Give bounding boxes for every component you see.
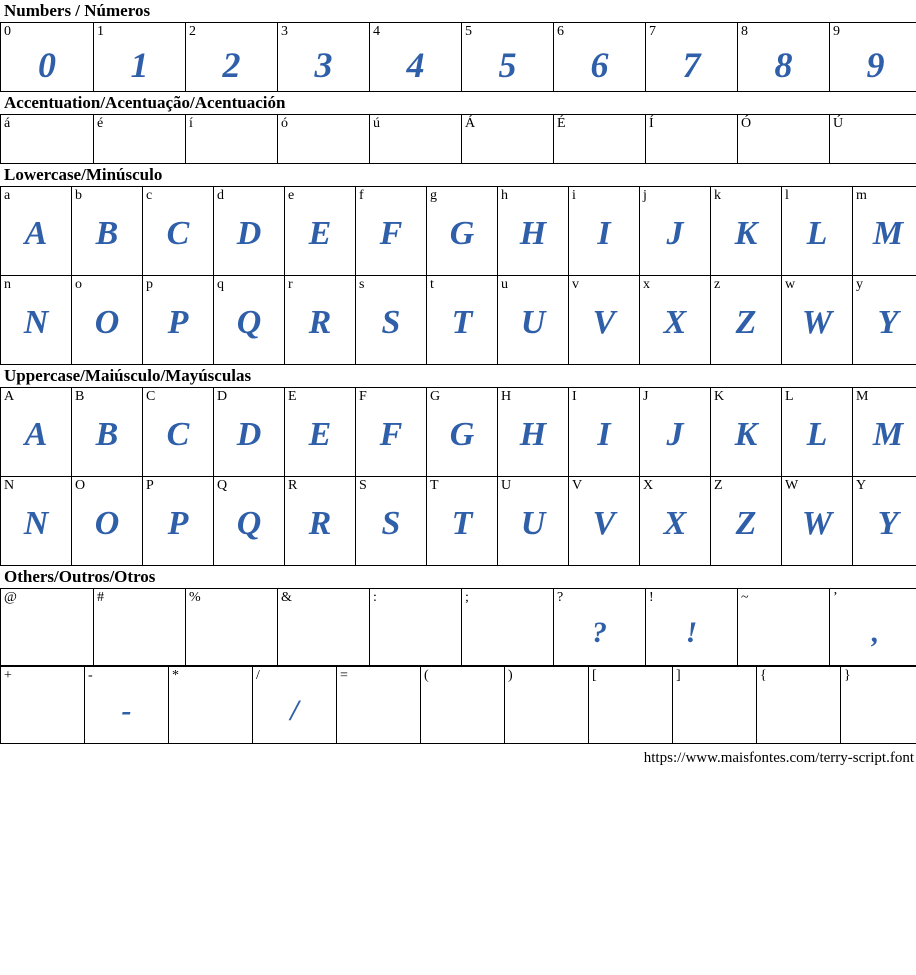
section-title-others: Others/Outros/Otros [4,567,156,586]
others-table-row1 [0,588,916,666]
table-row [1,477,916,566]
glyph-sample: 2 [222,45,241,85]
glyph-sample: S [381,304,401,341]
glyph-sample: S [381,505,401,542]
glyph-label: f [359,188,364,203]
glyph-sample [337,683,420,691]
glyph-label: Ó [741,116,752,131]
glyph-sample: T [451,304,473,341]
glyph-cell [72,388,143,477]
glyph-sample: E [308,215,332,252]
glyph-sample: Q [236,304,262,341]
glyph-sample: Z [735,304,757,341]
glyph-cell [169,667,253,744]
section-title-uppercase: Uppercase/Maiúsculo/Mayúsculas [4,366,252,385]
glyph-cell [186,115,278,164]
glyph-cell [505,667,589,744]
glyph-label: ] [676,668,681,683]
glyph-sample: 7 [682,45,701,85]
glyph-cell [1,187,72,276]
glyph-label: U [501,478,512,493]
glyph-label: W [785,478,799,493]
glyph-label: ’ [833,590,838,605]
glyph-cell [646,23,738,92]
glyph-sample [278,605,369,613]
glyph-cell [285,187,356,276]
glyph-label: Q [217,478,228,493]
accentuation-table [0,114,916,164]
glyph-cell [569,477,640,566]
glyph-cell [462,589,554,666]
glyph-label: / [256,668,260,683]
glyph-label: ú [373,116,380,131]
section-title-accentuation: Accentuation/Acentuação/Acentuación [4,93,286,112]
glyph-label: 7 [649,24,656,39]
glyph-cell [640,276,711,365]
glyph-sample: O [94,505,120,542]
glyph-cell [782,276,853,365]
table-row [1,23,916,92]
glyph-sample [169,683,252,691]
glyph-sample: Y [877,505,899,542]
glyph-sample: K [734,215,758,252]
glyph-cell [72,477,143,566]
glyph-cell [569,276,640,365]
glyph-cell [757,667,841,744]
glyph-label: q [217,277,224,292]
glyph-sample: Z [735,505,757,542]
glyph-label: a [4,188,11,203]
glyph-cell [830,589,916,666]
glyph-cell [427,388,498,477]
glyph-label: N [4,478,15,493]
glyph-sample [1,605,93,613]
glyph-cell [356,477,427,566]
glyph-sample: D [236,416,262,453]
glyph-sample: W [801,304,833,341]
glyph-sample: F [379,215,403,252]
glyph-sample: P [167,505,189,542]
glyph-sample: C [166,416,190,453]
glyph-label: r [288,277,293,292]
glyph-cell [186,23,278,92]
glyph-cell [498,477,569,566]
glyph-cell [143,187,214,276]
glyph-cell [640,388,711,477]
glyph-sample: ! [685,616,698,649]
glyph-label: x [643,277,650,292]
glyph-label: E [288,389,297,404]
glyph-label: F [359,389,367,404]
glyph-label: + [4,668,12,683]
glyph-label: á [4,116,11,131]
glyph-sample: Y [877,304,899,341]
glyph-cell [498,276,569,365]
glyph-sample: L [806,215,828,252]
glyph-label: ~ [741,590,749,605]
section-title-numbers: Numbers / Números [4,1,151,20]
glyph-cell [421,667,505,744]
table-row [1,187,916,276]
glyph-sample: F [379,416,403,453]
glyph-sample: 9 [866,45,885,85]
glyph-sample [462,605,553,613]
glyph-cell [589,667,673,744]
glyph-sample [738,605,829,613]
glyph-label: p [146,277,153,292]
glyph-cell [427,276,498,365]
glyph-label: ! [649,590,654,605]
glyph-label: { [760,668,767,683]
glyph-label: - [88,668,93,683]
section-title-lowercase: Lowercase/Minúsculo [4,165,163,184]
glyph-cell [554,589,646,666]
glyph-label: 4 [373,24,380,39]
glyph-cell [337,667,421,744]
glyph-cell [143,388,214,477]
glyph-label: S [359,478,367,493]
glyph-sample: D [236,215,262,252]
glyph-label: Z [714,478,723,493]
glyph-label: R [288,478,298,493]
glyph-cell [285,388,356,477]
glyph-label: e [288,188,295,203]
glyph-sample: X [663,505,687,542]
glyph-label: [ [592,668,597,683]
glyph-sample: A [24,416,48,453]
glyph-sample: 3 [314,45,333,85]
glyph-sample [186,605,277,613]
glyph-label: C [146,389,156,404]
glyph-label: í [189,116,193,131]
glyph-label: 2 [189,24,196,39]
glyph-sample: , [871,616,880,649]
glyph-sample: K [734,416,758,453]
source-url[interactable]: https://www.maisfontes.com/terry-script.font [643,750,914,766]
glyph-sample: L [806,416,828,453]
glyph-sample [589,683,672,691]
glyph-cell [370,115,462,164]
glyph-label: @ [4,590,17,605]
glyph-label: I [572,389,577,404]
glyph-label: s [359,277,365,292]
glyph-label: k [714,188,721,203]
glyph-label: 8 [741,24,748,39]
glyph-cell [673,667,757,744]
glyph-label: é [97,116,104,131]
table-row [1,276,916,365]
glyph-label: u [501,277,508,292]
others-table-row2 [0,666,916,744]
glyph-cell [498,187,569,276]
glyph-label: H [501,389,512,404]
glyph-sample: N [23,505,49,542]
glyph-sample [673,683,756,691]
glyph-cell [711,388,782,477]
glyph-sample: W [801,505,833,542]
glyph-label: v [572,277,579,292]
glyph-label: L [785,389,794,404]
glyph-cell [711,477,782,566]
glyph-cell [782,477,853,566]
glyph-sample [94,605,185,613]
glyph-label: n [4,277,11,292]
glyph-cell [285,276,356,365]
glyph-cell [569,187,640,276]
glyph-cell [278,23,370,92]
glyph-cell [143,276,214,365]
glyph-cell [1,115,94,164]
glyph-sample: G [449,416,475,453]
glyph-sample: J [666,215,684,252]
glyph-sample: 6 [590,45,609,85]
glyph-label: l [785,188,789,203]
glyph-label: 5 [465,24,472,39]
glyph-sample: J [666,416,684,453]
glyph-sample [421,683,504,691]
table-row [1,115,916,164]
glyph-cell [186,589,278,666]
glyph-cell [1,388,72,477]
glyph-label: ) [508,668,513,683]
glyph-sample: R [308,304,332,341]
glyph-label: 0 [4,24,11,39]
lowercase-table [0,186,916,365]
glyph-cell [782,187,853,276]
glyph-label: Á [465,116,476,131]
glyph-cell [853,276,916,365]
glyph-label: 3 [281,24,288,39]
glyph-sample: / [290,694,299,727]
glyph-cell [853,477,916,566]
glyph-sample: O [94,304,120,341]
glyph-label: J [643,389,649,404]
glyph-cell [554,115,646,164]
glyph-sample: T [451,505,473,542]
glyph-cell [841,667,916,744]
glyph-label: ? [557,590,564,605]
glyph-sample: B [95,416,119,453]
glyph-cell [214,388,285,477]
glyph-cell [782,388,853,477]
glyph-cell [711,187,782,276]
glyph-cell [1,589,94,666]
glyph-label: 9 [833,24,840,39]
glyph-sample: P [167,304,189,341]
glyph-sample: V [592,304,616,341]
glyph-sample [841,683,916,691]
uppercase-table [0,387,916,566]
glyph-sample: 8 [774,45,793,85]
table-row [1,388,916,477]
glyph-sample: H [519,215,547,252]
glyph-cell [853,388,916,477]
glyph-label: b [75,188,82,203]
glyph-label: X [643,478,654,493]
glyph-cell [1,276,72,365]
glyph-cell [646,589,738,666]
glyph-sample: 0 [38,45,56,85]
glyph-sample: - [121,694,132,727]
glyph-label: A [4,389,15,404]
glyph-cell [278,589,370,666]
glyph-cell [356,388,427,477]
glyph-cell [356,187,427,276]
glyph-label: o [75,277,82,292]
glyph-sample: N [23,304,49,341]
glyph-label: M [856,389,869,404]
glyph-cell [370,23,462,92]
glyph-label: ; [465,590,469,605]
glyph-sample: 1 [130,45,149,85]
glyph-sample: U [520,505,546,542]
glyph-cell [370,589,462,666]
glyph-cell [462,115,554,164]
glyph-cell [278,115,370,164]
glyph-label: D [217,389,228,404]
glyph-label: 1 [97,24,104,39]
glyph-cell [711,276,782,365]
glyph-label: w [785,277,796,292]
glyph-sample [1,683,84,691]
glyph-label: = [340,668,348,683]
glyph-label: g [430,188,437,203]
glyph-sample: V [592,505,616,542]
glyph-cell [1,667,85,744]
glyph-cell [94,23,186,92]
glyph-label: z [714,277,721,292]
glyph-label: t [430,277,434,292]
glyph-sample: I [597,416,611,453]
glyph-cell [554,23,646,92]
glyph-label: P [146,478,154,493]
glyph-label: É [557,116,566,131]
glyph-label: h [501,188,508,203]
glyph-sample: E [308,416,332,453]
glyph-cell [427,477,498,566]
glyph-label: ( [424,668,429,683]
glyph-label: O [75,478,86,493]
glyph-cell [640,477,711,566]
glyph-label: B [75,389,85,404]
glyph-cell [253,667,337,744]
glyph-cell [85,667,169,744]
glyph-sample: M [872,416,904,453]
glyph-cell [1,23,94,92]
glyph-label: K [714,389,725,404]
glyph-sample: U [520,304,546,341]
glyph-cell [72,187,143,276]
glyph-label: } [844,668,851,683]
glyph-sample: M [872,215,904,252]
glyph-sample: G [449,215,475,252]
glyph-label: ó [281,116,288,131]
glyph-label: % [189,590,201,605]
glyph-cell [356,276,427,365]
glyph-cell [569,388,640,477]
glyph-cell [94,589,186,666]
glyph-sample [370,605,461,613]
glyph-sample: 5 [498,45,517,85]
glyph-cell [462,23,554,92]
glyph-cell [498,388,569,477]
glyph-cell [1,477,72,566]
glyph-label: d [217,188,224,203]
glyph-sample [757,683,840,691]
glyph-cell [427,187,498,276]
glyph-label: * [172,668,179,683]
glyph-cell [738,589,830,666]
glyph-cell [830,115,916,164]
glyph-sample: A [24,215,48,252]
glyph-sample: H [519,416,547,453]
table-row [1,667,916,744]
glyph-label: # [97,590,104,605]
glyph-cell [853,187,916,276]
glyph-label: : [373,590,377,605]
glyph-sample: Q [236,505,262,542]
numbers-table [0,22,916,92]
glyph-cell [640,187,711,276]
glyph-cell [94,115,186,164]
glyph-sample: B [95,215,119,252]
glyph-label: Í [649,116,654,131]
glyph-cell [214,276,285,365]
glyph-sample: 4 [406,45,425,85]
glyph-label: Y [856,478,867,493]
glyph-cell [285,477,356,566]
glyph-label: T [430,478,439,493]
glyph-cell [646,115,738,164]
glyph-sample: I [597,215,611,252]
glyph-cell [738,23,830,92]
glyph-sample: R [308,505,332,542]
glyph-label: G [430,389,441,404]
glyph-cell [72,276,143,365]
glyph-cell [214,187,285,276]
glyph-sample: C [166,215,190,252]
table-row [1,589,916,666]
glyph-label: c [146,188,153,203]
glyph-cell [143,477,214,566]
glyph-label: m [856,188,867,203]
glyph-cell [738,115,830,164]
glyph-label: j [643,188,647,203]
glyph-label: & [281,590,292,605]
glyph-label: y [856,277,863,292]
glyph-label: V [572,478,583,493]
glyph-sample: X [663,304,687,341]
glyph-label: i [572,188,576,203]
glyph-label: Ú [833,116,844,131]
glyph-cell [830,23,916,92]
glyph-sample [505,683,588,691]
glyph-sample: ? [592,616,607,649]
glyph-label: 6 [557,24,564,39]
glyph-cell [214,477,285,566]
